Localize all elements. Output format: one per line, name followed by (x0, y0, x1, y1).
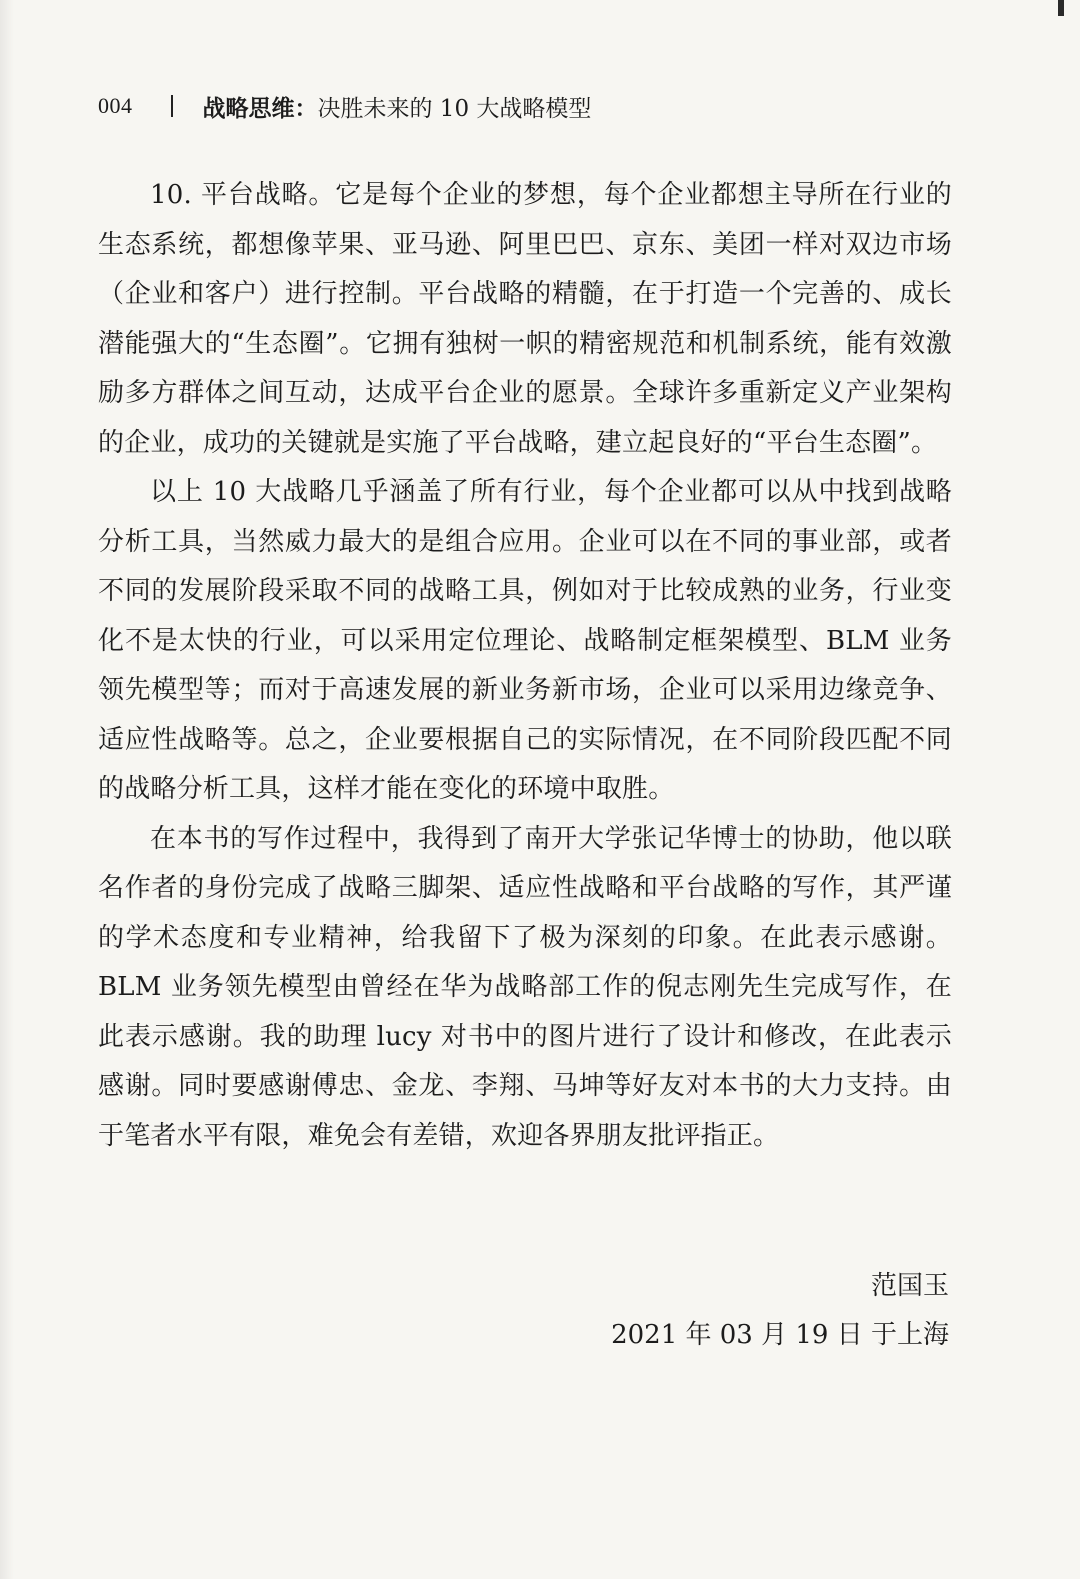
paragraph-platform-strategy: 10. 平台战略。它是每个企业的梦想，每个企业都想主导所在行业的生态系统，都想像苹果、亚马逊、阿里巴巴、京东、美团一样对双边市场（企业和客户）进行控制。平台战略的精髓，在于打造一个完善的、成长潜能强大的“生态圈”。它拥有独树一帜的精密规范和机制系统，能有效激励多方群体之间互动，达成平台企业的愿景。全球许多重新定义产业架构的企业，成功的关键就是实施了平台战略，建立起良好的“平台生态圈”。 (98, 180, 952, 458)
running-header (98, 86, 591, 126)
body-text (98, 171, 952, 1161)
book-title-subtitle: 决胜未来的 10 大战略模型 (317, 95, 592, 122)
paragraph-acknowledgements: 在本书的写作过程中，我得到了南开大学张记华博士的协助，他以联名作者的身份完成了战略三脚架、适应性战略和平台战略的写作，其严谨的学术态度和专业精神，给我留下了极为深刻的印象。在此表示感谢。BLM 业务领先模型由曾经在华为战略部工作的倪志刚先生完成写作，在此表示感谢。我的助理 lucy 对书中的图片进行了设计和修改，在此表示感谢。同时要感谢傅忠、金龙、李翔、马坤等好友对本书的大力支持。由于笔者水平有限，难免会有差错，欢迎各界朋友批评指正。 (98, 823, 952, 1151)
author-name: 范国玉 (870, 1271, 949, 1301)
scan-mark (1058, 0, 1064, 16)
book-title-bold: 战略思维： (202, 95, 318, 122)
paragraph-strategy-summary: 以上 10 大战略几乎涵盖了所有行业，每个企业都可以从中找到战略分析工具，当然威力最大的是组合应用。企业可以在不同的事业部，或者不同的发展阶段采取不同的战略工具，例如对于比较成熟的业务，行业变化不是太快的行业，可以采用定位理论、战略制定框架模型、BLM 业务领先模型等；而对于高速发展的新业务新市场，企业可以采用边缘竞争、适应性战略等。总之，企业要根据自己的实际情况，在不同阶段匹配不同的战略分析工具，这样才能在变化的环境中取胜。 (98, 477, 952, 804)
scan-edge-shadow (0, 0, 14, 1579)
signature-block (560, 1262, 949, 1360)
header-divider (171, 95, 173, 117)
page-number: 004 (98, 93, 133, 118)
date-place: 2021 年 03 月 19 日 于上海 (611, 1320, 949, 1350)
